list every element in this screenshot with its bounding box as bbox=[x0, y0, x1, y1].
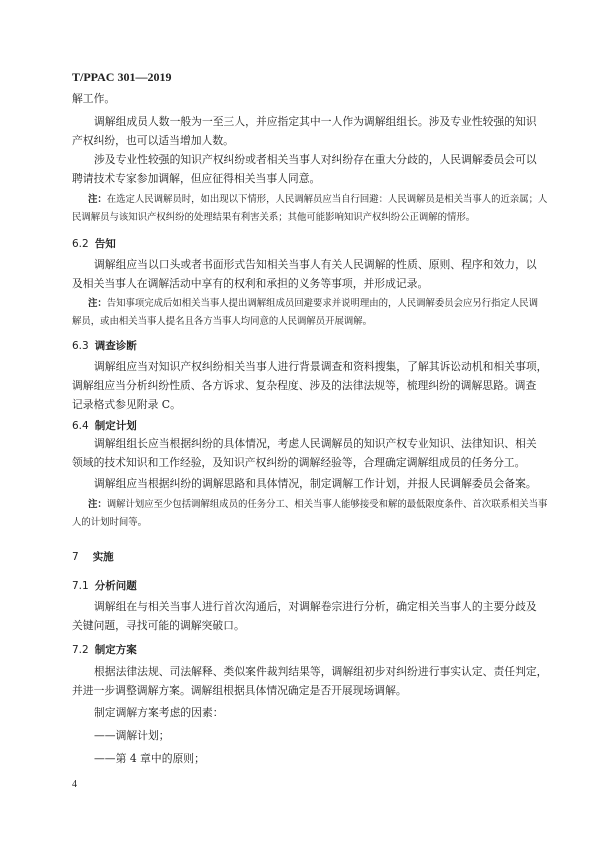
paragraph-line: 记录格式参见附录 C。 bbox=[72, 398, 181, 411]
section-number: 6.3 bbox=[72, 340, 89, 352]
note-line: 民调解员与该知识产权纠纷的处理结果有利害关系；其他可能影响知识产权纠纷公正调解的情形。 bbox=[72, 212, 476, 223]
page-number: 4 bbox=[72, 779, 77, 790]
note-text: 调解计划应至少包括调解组成员的任务分工、相关当事人能够接受和解的最低限度条件、首次联系相关当事 bbox=[106, 499, 548, 510]
paragraph bbox=[72, 703, 528, 722]
note-line bbox=[72, 295, 539, 313]
paragraph bbox=[72, 597, 537, 635]
paragraph-line: 涉及专业性较强的知识产权纠纷或者相关当事人对纠纷存在重大分歧的，人民调解委员会可以 bbox=[94, 153, 537, 166]
section-number: 6.2 bbox=[72, 238, 89, 250]
paragraph-line: 并进一步调整调解方案。调解组根据具体情况确定是否开展现场调解。 bbox=[72, 684, 407, 697]
section-heading-63 bbox=[72, 338, 137, 353]
paragraph-line: 调解组应当以口头或者书面形式告知相关当事人有关人民调解的性质、原则、程序和效力，以 bbox=[94, 258, 537, 271]
paragraph-line: 制定调解方案考虑的因素： bbox=[94, 706, 224, 719]
note-line bbox=[72, 191, 548, 209]
paragraph-line: 及相关当事人在调解活动中享有的权利和承担的义务等事项，并形成记录。 bbox=[72, 277, 429, 290]
paragraph bbox=[72, 434, 537, 472]
section-number: 7 bbox=[72, 551, 79, 563]
section-heading-64 bbox=[72, 418, 137, 433]
note bbox=[72, 295, 539, 331]
note-label: 注： bbox=[88, 499, 107, 510]
paragraph-line: 根据法律法规、司法解释、类似案件裁判结果等，调解组初步对纠纷进行事实认定、责任判定， bbox=[94, 665, 548, 678]
section-title: 实施 bbox=[92, 551, 114, 563]
section-title: 分析问题 bbox=[94, 580, 137, 592]
note bbox=[72, 191, 548, 227]
paragraph-line: ——第 4 章中的原则； bbox=[94, 752, 205, 765]
paragraph-line: 调解组在与相关当事人进行首次沟通后，对调解卷宗进行分析，确定相关当事人的主要分歧及 bbox=[94, 600, 537, 613]
section-heading-72 bbox=[72, 642, 137, 657]
paragraph bbox=[72, 749, 528, 768]
paragraph bbox=[72, 255, 537, 293]
note-label: 注： bbox=[88, 194, 107, 205]
paragraph-line: 聘请技术专家参加调解，但应征得相关当事人同意。 bbox=[72, 172, 321, 185]
paragraph-line: 调解组应当根据纠纷的调解思路和具体情况，制定调解工作计划，并报人民调解委员会备案。 bbox=[94, 477, 537, 490]
note-line bbox=[72, 496, 548, 514]
paragraph-line: 关键问题，寻找可能的调解突破口。 bbox=[72, 619, 245, 632]
paragraph bbox=[72, 662, 548, 700]
section-title: 制定计划 bbox=[94, 420, 137, 432]
note-label: 注： bbox=[88, 298, 107, 309]
section-number: 6.4 bbox=[72, 420, 89, 432]
note bbox=[72, 496, 548, 532]
paragraph-line: 调解组应当对知识产权纠纷相关当事人进行背景调查和资料搜集，了解其诉讼动机和相关事项， bbox=[94, 360, 548, 373]
paragraph-line: 产权纠纷，也可以适当增加人数。 bbox=[72, 134, 234, 147]
section-heading-7 bbox=[72, 549, 114, 564]
note-text: 告知事项完成后如相关当事人提出调解组成员回避要求并说明理由的，人民调解委员会应另行指定人民调 bbox=[106, 298, 539, 309]
paragraph-line: 领域的技术知识和工作经验，及知识产权纠纷的调解经验等，合理确定调解组成员的任务分工。 bbox=[72, 456, 526, 469]
paragraph bbox=[72, 150, 537, 188]
paragraph bbox=[72, 357, 548, 414]
paragraph bbox=[72, 474, 537, 493]
section-title: 调查诊断 bbox=[94, 340, 137, 352]
note-line: 人的计划时间等。 bbox=[72, 517, 148, 528]
note-text: 在选定人民调解员时，如出现以下情形，人民调解员应当自行回避：人民调解员是相关当事人的近亲属；人 bbox=[106, 194, 548, 205]
note-line: 解员，或由相关当事人提名且各方当事人均同意的人民调解员开展调解。 bbox=[72, 316, 373, 327]
section-number: 7.1 bbox=[72, 580, 89, 592]
standard-number: T/PPAC 301—2019 bbox=[72, 70, 172, 84]
paragraph-line: ——调解计划； bbox=[94, 729, 170, 742]
paragraph bbox=[72, 726, 528, 745]
paragraph bbox=[72, 89, 528, 108]
paragraph-line: 调解组组长应当根据纠纷的具体情况，考虑人民调解员的知识产权专业知识、法律知识、相关 bbox=[94, 437, 537, 450]
paragraph-line: 解工作。 bbox=[72, 92, 116, 105]
section-heading-71 bbox=[72, 578, 137, 593]
section-title: 制定方案 bbox=[94, 644, 137, 656]
paragraph-line: 调解组成员人数一般为一至三人，并应指定其中一人作为调解组组长。涉及专业性较强的知识 bbox=[94, 115, 537, 128]
section-heading-62 bbox=[72, 236, 116, 251]
section-title: 告知 bbox=[94, 238, 116, 250]
paragraph bbox=[72, 112, 537, 150]
paragraph-line: 调解组应当分析纠纷性质、各方诉求、复杂程度、涉及的法律法规等，梳理纠纷的调解思路。调查 bbox=[72, 379, 537, 392]
section-number: 7.2 bbox=[72, 644, 89, 656]
